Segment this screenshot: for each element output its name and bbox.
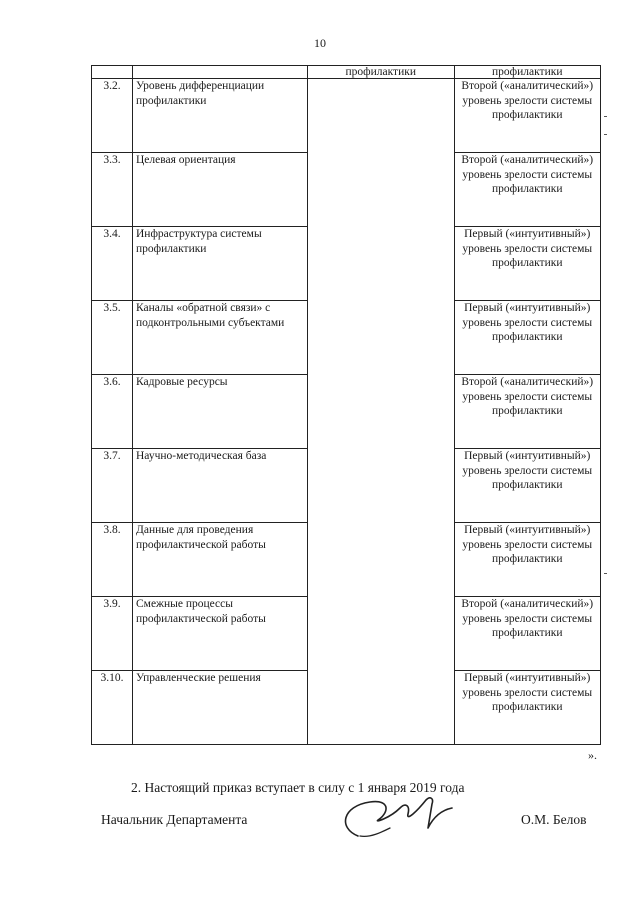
row-indicator: Кадровые ресурсы bbox=[133, 375, 308, 449]
table-row bbox=[92, 79, 601, 153]
table-header-continuation bbox=[92, 66, 601, 79]
closing-quote: ». bbox=[588, 748, 597, 762]
header-num-cell bbox=[92, 66, 133, 79]
row-maturity-level: Второй («аналитический») уровень зрелости системы профилактики bbox=[454, 375, 601, 449]
row-maturity-level: Второй («аналитический») уровень зрелости системы профилактики bbox=[454, 597, 601, 671]
row-maturity-level: Первый («интуитивный») уровень зрелости системы профилактики bbox=[454, 227, 601, 301]
page-number: 10 bbox=[314, 36, 326, 50]
row-maturity-level: Первый («интуитивный») уровень зрелости системы профилактики bbox=[454, 523, 601, 597]
row-maturity-level: Первый («интуитивный») уровень зрелости системы профилактики bbox=[454, 449, 601, 523]
row-number: 3.6. bbox=[92, 375, 133, 449]
signer-title: Начальник Департамента bbox=[101, 812, 248, 827]
row-indicator: Научно-методическая база bbox=[133, 449, 308, 523]
row-maturity-level: Второй («аналитический») уровень зрелости системы профилактики bbox=[454, 79, 601, 153]
row-number: 3.7. bbox=[92, 449, 133, 523]
row-number: 3.3. bbox=[92, 153, 133, 227]
header-name-cell bbox=[133, 66, 308, 79]
row-number: 3.8. bbox=[92, 523, 133, 597]
merged-empty-cell bbox=[308, 79, 455, 745]
order-paragraph: 2. Настоящий приказ вступает в силу с 1 января 2019 года bbox=[131, 780, 465, 795]
scan-mark bbox=[604, 573, 607, 574]
header-middle-cell: профилактики bbox=[308, 66, 455, 79]
row-indicator: Инфраструктура системы профилактики bbox=[133, 227, 308, 301]
table-body bbox=[92, 66, 601, 745]
maturity-table bbox=[91, 65, 601, 745]
scan-mark bbox=[604, 134, 607, 135]
row-indicator: Данные для проведения профилактической работы bbox=[133, 523, 308, 597]
row-indicator: Каналы «обратной связи» с подконтрольными субъектами bbox=[133, 301, 308, 375]
row-maturity-level: Первый («интуитивный») уровень зрелости системы профилактики bbox=[454, 301, 601, 375]
row-indicator: Уровень дифференциации профилактики bbox=[133, 79, 308, 153]
scan-mark bbox=[604, 116, 607, 117]
row-number: 3.9. bbox=[92, 597, 133, 671]
row-indicator: Смежные процессы профилактической работы bbox=[133, 597, 308, 671]
row-number: 3.5. bbox=[92, 301, 133, 375]
row-maturity-level: Первый («интуитивный») уровень зрелости системы профилактики bbox=[454, 671, 601, 745]
row-number: 3.4. bbox=[92, 227, 133, 301]
row-maturity-level: Второй («аналитический») уровень зрелости системы профилактики bbox=[454, 153, 601, 227]
row-number: 3.10. bbox=[92, 671, 133, 745]
row-indicator: Целевая ориентация bbox=[133, 153, 308, 227]
signer-name: О.М. Белов bbox=[521, 812, 587, 827]
row-indicator: Управленческие решения bbox=[133, 671, 308, 745]
row-number: 3.2. bbox=[92, 79, 133, 153]
header-right-cell: профилактики bbox=[454, 66, 601, 79]
handwritten-signature bbox=[330, 788, 460, 848]
